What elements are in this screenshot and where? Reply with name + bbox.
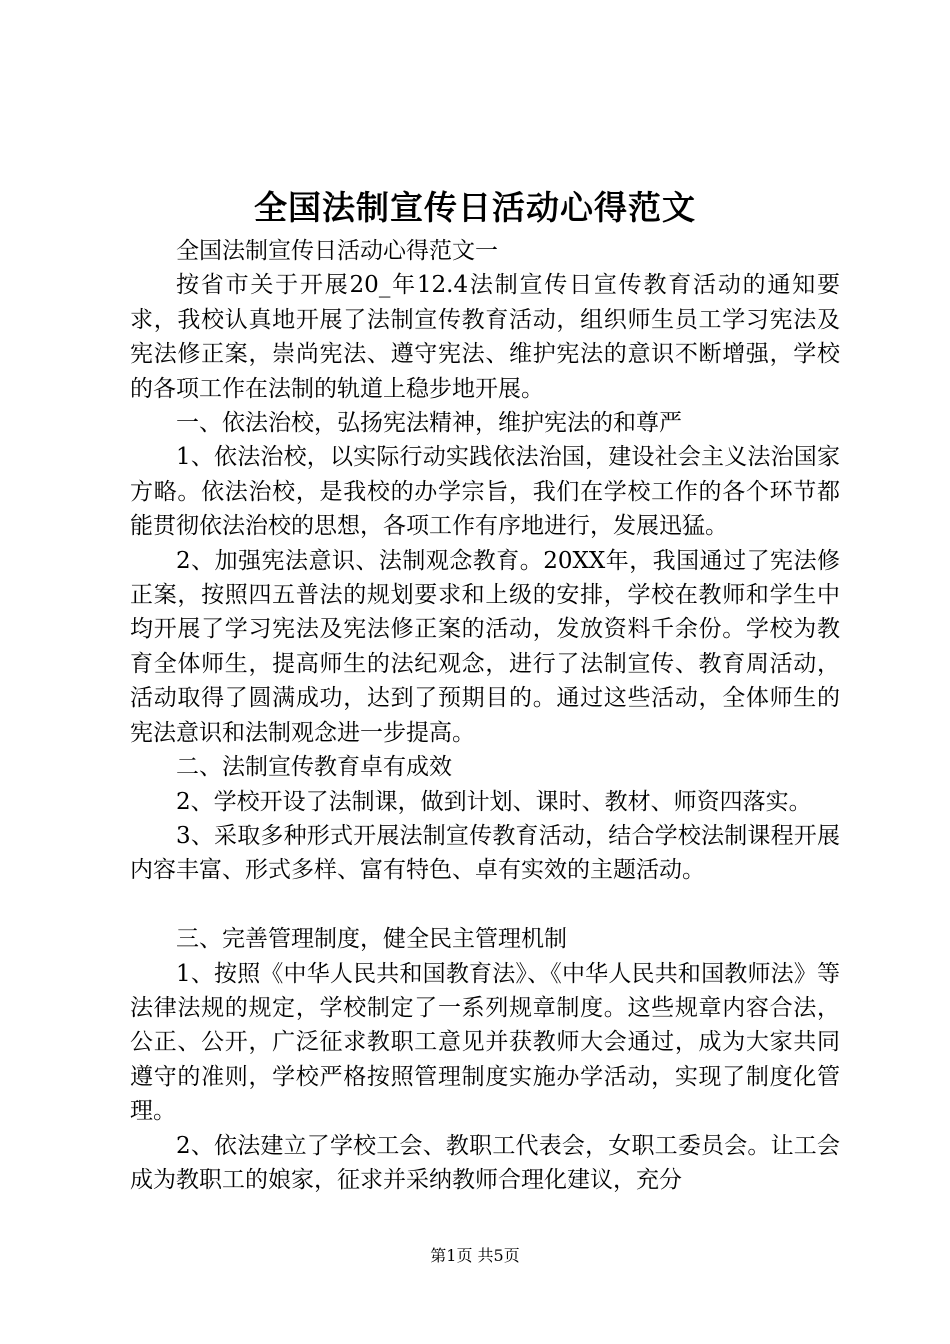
- paragraph: 2、加强宪法意识、法制观念教育。20XX年，我国通过了宪法修正案，按照四五普法的规划要求和上级的安排，学校在教师和学生中均开展了学习宪法及宪法修正案的活动，发放资料千余份。学校为教育全体师生，提高师生的法纪观念，进行了法制宣传、教育周活动，活动取得了圆满成功，达到了预期目的。通过这些活动，全体师生的宪法意识和法制观念进一步提高。: [130, 547, 840, 746]
- paragraph: 3、采取多种形式开展法制宣传教育活动，结合学校法制课程开展内容丰富、形式多样、富有特色、卓有实效的主题活动。: [130, 822, 840, 884]
- page-footer: 第1页 共5页: [430, 1246, 520, 1265]
- document-title: 全国法制宣传日活动心得范文: [254, 188, 696, 227]
- paragraph: 2、依法建立了学校工会、教职工代表会，女职工委员会。让工会成为教职工的娘家，征求并采纳教师合理化建议，充分: [130, 1132, 840, 1193]
- paragraph-intro: 按省市关于开展20_年12.4法制宣传日宣传教育活动的通知要求，我校认真地开展了法制宣传教育活动，组织师生员工学习宪法及宪法修正案，崇尚宪法、遵守宪法、维护宪法的意识不断增强，学校的各项工作在法制的轨道上稳步地开展。: [130, 272, 840, 402]
- paragraph-subtitle: 全国法制宣传日活动心得范文一: [176, 238, 498, 264]
- paragraph: 1、按照《中华人民共和国教育法》、《中华人民共和国教师法》等法律法规的规定，学校制定了一系列规章制度。这些规章内容合法，公正、公开，广泛征求教职工意见并获教师大会通过，成为大家共同遵守的准则，学校严格按照管理制度实施办学活动，实现了制度化管理。: [130, 960, 840, 1125]
- paragraph: 1、依法治校，以实际行动实践依法治国，建设社会主义法治国家方略。依法治校，是我校的办学宗旨，我们在学校工作的各个环节都能贯彻依法治校的思想，各项工作有序地进行，发展迅猛。: [130, 444, 840, 540]
- blank-line: [130, 888, 840, 922]
- section-heading-1: 一、依法治校，弘扬宪法精神，维护宪法的和尊严: [176, 410, 682, 437]
- section-heading-2: 二、法制宣传教育卓有成效: [176, 754, 452, 781]
- document-body: [130, 234, 840, 1197]
- section-heading-3: 三、完善管理制度，健全民主管理机制: [176, 926, 567, 953]
- paragraph: 2、学校开设了法制课，做到计划、课时、教材、师资四落实。: [176, 788, 812, 815]
